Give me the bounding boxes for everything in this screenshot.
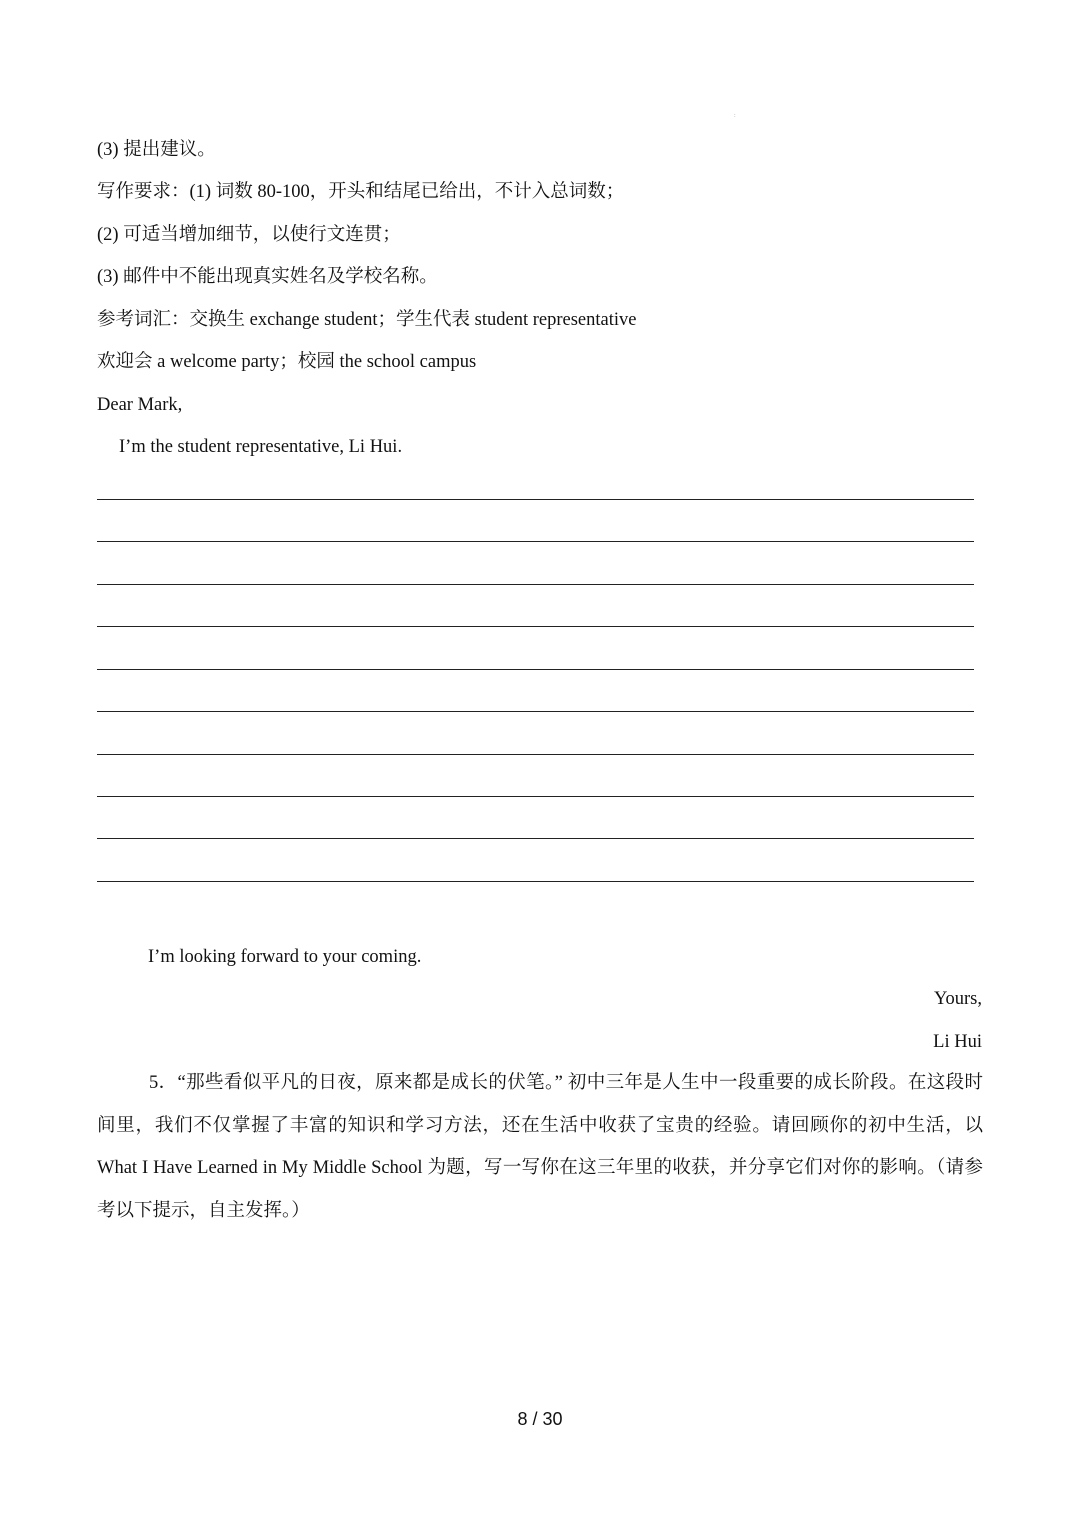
reference-vocab-line-2: 欢迎会 a welcome party；校园 the school campus (97, 352, 477, 372)
writing-line[interactable] (97, 754, 974, 755)
question-5-prompt: 5．“那些看似平凡的日夜，原来都是成长的伏笔。” 初中三年是人生中一段重要的成长阶段。在这段时间里，我们不仅掌握了丰富的知识和学习方法，还在生活中收获了宝贵的经验。请回顾你的初中生活，以 What I Have Learned in My Middle School 为题，写一写你在这三年里的收获，并分享它们对你的影响。（请参考以下提示，自主发挥。） (97, 1073, 983, 1221)
writing-line[interactable] (97, 838, 974, 839)
letter-signoff: Yours, (934, 989, 982, 1009)
writing-line[interactable] (97, 499, 974, 500)
writing-requirements: 写作要求：(1) 词数 80-100，开头和结尾已给出，不计入总词数； (97, 182, 625, 202)
writing-line[interactable] (97, 541, 974, 542)
reference-vocab-line-1: 参考词汇：交换生 exchange student；学生代表 student representative (97, 310, 637, 330)
writing-line[interactable] (97, 881, 974, 882)
letter-salutation: Dear Mark, (97, 395, 183, 415)
requirement-3: (3) 邮件中不能出现真实姓名及学校名称。 (97, 267, 438, 287)
writing-line[interactable] (97, 669, 974, 670)
letter-closing: I’m looking forward to your coming. (148, 947, 422, 967)
corner-mark: : (734, 113, 736, 119)
letter-signature: Li Hui (933, 1032, 982, 1052)
writing-line[interactable] (97, 711, 974, 712)
writing-line[interactable] (97, 584, 974, 585)
writing-line[interactable] (97, 796, 974, 797)
requirement-2: (2) 可适当增加细节，以使行文连贯； (97, 225, 401, 245)
page-number: 8 / 30 (517, 1409, 563, 1429)
writing-line[interactable] (97, 626, 974, 627)
letter-opening: I’m the student representative, Li Hui. (119, 437, 403, 457)
instruction-item-3: (3) 提出建议。 (97, 140, 216, 160)
